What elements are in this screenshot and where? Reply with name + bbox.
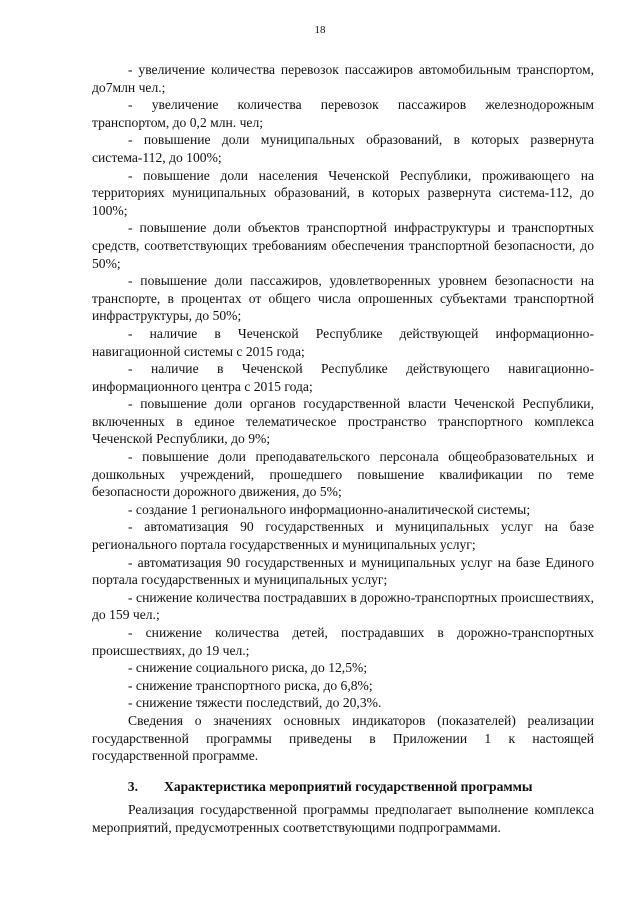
section-heading [92,778,594,796]
indicator-item: - повышение доли муниципальных образований, в которых развернута система-112, до 100%; [92,132,594,165]
indicator-item: - повышение доли преподавательского персонала общеобразовательных и дошкольных учреждений, прошедшего повышение квалификации по теме безопасности дорожного движения, до 5%; [92,449,594,500]
closing-paragraph: Реализация государственной программы предполагает выполнение комплекса мероприятий, предусмотренных соответствующими подпрограммами. [92,802,594,835]
indicator-item: - автоматизация 90 государственных и муниципальных услуг на базе регионального портала государственных и муниципальных услуг; [92,519,594,553]
indicator-item: - создание 1 регионального информационно-аналитической системы; [128,501,531,517]
indicator-item: - наличие в Чеченской Республике действующего навигационно-информационного центра с 2015 года; [92,361,594,394]
indicator-list [92,61,594,712]
indicator-item: - увеличение количества перевозок пассажиров железнодорожным транспортом, до 0,2 млн. чел; [92,97,594,130]
indicator-item: - снижение тяжести последствий, до 20,3%. [128,695,382,711]
section-title: Характеристика мероприятий государственной программы [164,778,533,794]
indicator-item: - повышение доли объектов транспортной инфраструктуры и транспортных средств, соответствующих требованиям обеспечения транспортной безопасности, до 50%; [92,220,594,271]
indicator-item: - снижение количества пострадавших в дорожно-транспортных происшествиях, до 159 чел.; [92,589,594,623]
summary-paragraph: Сведения о значениях основных индикаторов (показателей) реализации государственной программы приведены в Приложении 1 к настоящей государственной программе. [92,712,594,764]
section-number: 3. [127,778,138,794]
indicator-item: - увеличение количества перевозок пассажиров автомобильным транспортом, до7млн чел.; [92,62,594,95]
page-content [92,61,594,837]
indicator-item: - снижение транспортного риска, до 6,8%; [128,677,373,693]
page-number: 18 [314,24,326,36]
indicator-item: - наличие в Чеченской Республике действующей информационно-навигационной системы с 2015 года; [92,325,594,359]
indicator-item: - снижение социального риска, до 12,5%; [128,660,368,676]
indicator-item: - автоматизация 90 государственных и муниципальных услуг на базе Единого портала государственных и муниципальных услуг; [92,554,594,588]
indicator-item: - повышение доли пассажиров, удовлетворенных уровнем безопасности на транспорте, в процентах от общего числа опрошенных субъектами транспортной инфраструктуры, до 50%; [92,273,594,324]
indicator-item: - снижение количества детей, пострадавших в дорожно-транспортных происшествиях, до 19 чел.; [92,625,594,658]
indicator-item: - повышение доли органов государственной власти Чеченской Республики, включенных в единое телематическое пространство транспортного комплекса Чеченской Республики, до 9%; [92,396,594,447]
indicator-item: - повышение доли населения Чеченской Республики, проживающего на территориях муниципальных образований, в которых развернута система-112, до 100%; [92,167,594,218]
